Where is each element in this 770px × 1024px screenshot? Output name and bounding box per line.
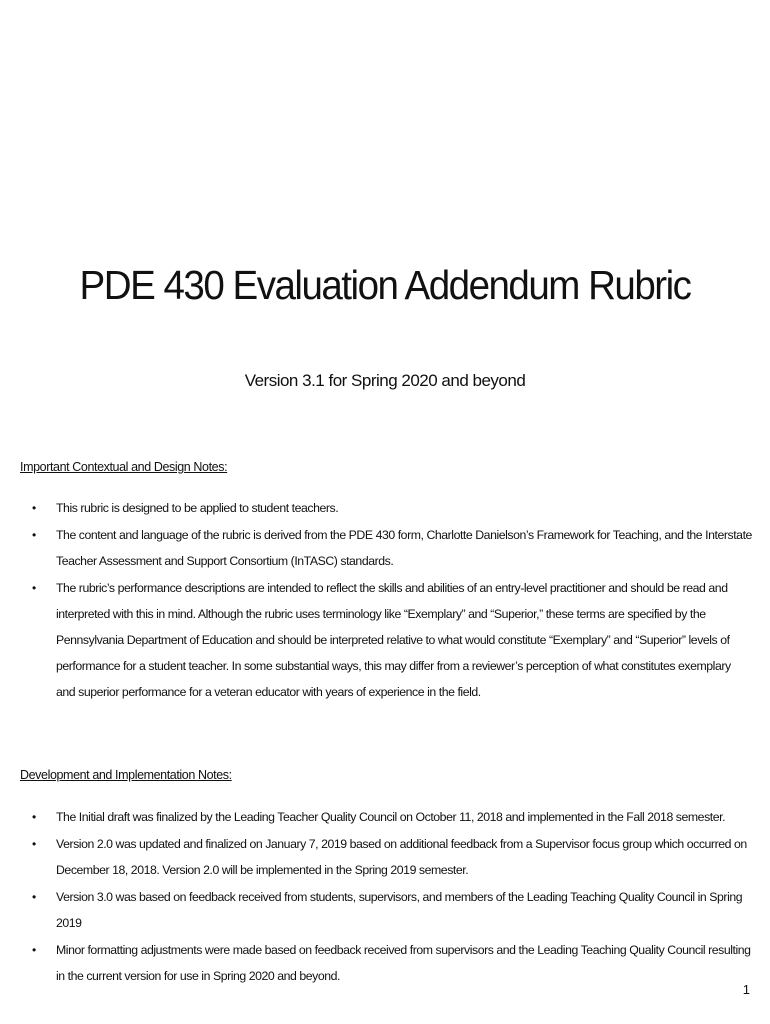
bullet-icon: • bbox=[32, 890, 36, 904]
list-item-text: The content and language of the rubric is derived from the PDE 430 form, Charlotte Danielson’s Framework for Teaching, and the Interstate Teacher Assessment and Support Consortium (InTASC) standards. bbox=[56, 528, 752, 568]
page-number: 1 bbox=[742, 982, 750, 997]
development-notes-list bbox=[32, 804, 752, 990]
bullet-icon: • bbox=[32, 501, 36, 515]
contextual-notes-heading: Important Contextual and Design Notes: bbox=[20, 460, 228, 474]
list-item bbox=[32, 937, 752, 989]
list-item-text: The Initial draft was finalized by the Leading Teacher Quality Council on October 11, 2018 and implemented in the Fall 2018 semester. bbox=[56, 810, 726, 824]
list-item bbox=[32, 831, 752, 883]
list-item-text: The rubric’s performance descriptions are intended to reflect the skills and abilities of an entry-level practitioner and should be read and interpreted with this in mind. Although the rubric uses terminology like “Exemplary” and “Superior,” these terms are specified by the Pennsylvania Department of Education and should be interpreted relative to what would constitute “Exemplary” and “Superior” levels of performance for a student teacher. In some substantial ways, this may differ from a reviewer’s perception of what constitutes exemplary and superior performance for a veteran educator with years of experience in the field. bbox=[56, 581, 731, 699]
bullet-icon: • bbox=[32, 810, 36, 824]
list-item-text: This rubric is designed to be applied to student teachers. bbox=[56, 501, 339, 515]
list-item-text: Minor formatting adjustments were made based on feedback received from supervisors and the Leading Teaching Quality Council resulting in the current version for use in Spring 2020 and beyond. bbox=[56, 943, 751, 983]
list-item bbox=[32, 495, 752, 521]
bullet-icon: • bbox=[32, 837, 36, 851]
document-subtitle: Version 3.1 for Spring 2020 and beyond bbox=[244, 371, 526, 390]
list-item-text: Version 3.0 was based on feedback received from students, supervisors, and members of the Leading Teaching Quality Council in Spring 2019 bbox=[56, 890, 743, 930]
list-item bbox=[32, 575, 752, 705]
list-item bbox=[32, 804, 752, 830]
list-item-text: Version 2.0 was updated and finalized on January 7, 2019 based on additional feedback from a Supervisor focus group which occurred on December 18, 2018. Version 2.0 will be implemented in the Spring 2019 semester. bbox=[56, 837, 747, 877]
document-title: PDE 430 Evaluation Addendum Rubric bbox=[79, 262, 691, 308]
bullet-icon: • bbox=[32, 943, 36, 957]
list-item bbox=[32, 522, 752, 574]
contextual-notes-list bbox=[32, 495, 752, 706]
development-notes-heading: Development and Implementation Notes: bbox=[20, 768, 232, 782]
list-item bbox=[32, 884, 752, 936]
bullet-icon: • bbox=[32, 581, 36, 595]
bullet-icon: • bbox=[32, 528, 36, 542]
